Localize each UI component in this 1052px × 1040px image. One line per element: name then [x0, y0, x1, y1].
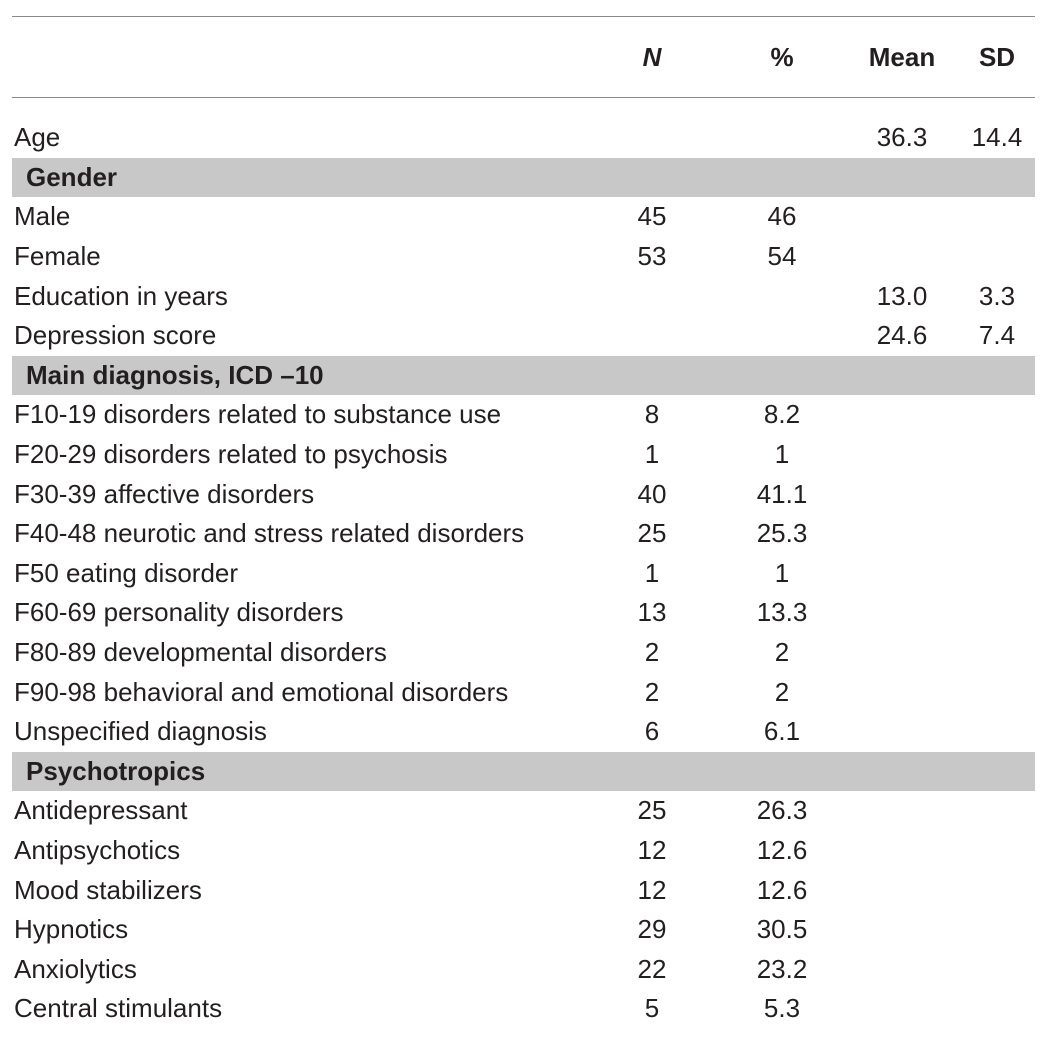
cell-n: 2 — [644, 676, 660, 707]
cell-percent: 2 — [774, 676, 790, 707]
cell-mean — [842, 831, 962, 871]
row-label: Unspecified diagnosis — [14, 716, 267, 747]
cell-mean: 13.0 — [876, 280, 928, 311]
table-row — [12, 949, 1035, 989]
row-label: F30-39 affective disorders — [14, 478, 315, 509]
cell-sd — [957, 831, 1037, 871]
table-row — [12, 633, 1035, 673]
table-row — [12, 435, 1035, 475]
cell-mean — [842, 910, 962, 950]
cell-n: 53 — [637, 241, 667, 272]
row-label: Mood stabilizers — [14, 874, 202, 905]
table-row — [12, 118, 1035, 158]
cell-sd — [957, 949, 1037, 989]
table-body — [12, 118, 1035, 1029]
cell-mean — [842, 989, 962, 1029]
cell-mean: 36.3 — [876, 122, 928, 153]
section-header-row — [12, 752, 1035, 792]
cell-n: 1 — [644, 557, 660, 588]
cell-mean — [842, 949, 962, 989]
cell-n: 2 — [644, 637, 660, 668]
cell-mean — [842, 395, 962, 435]
row-label: F20-29 disorders related to psychosis — [14, 439, 448, 470]
section-label: Psychotropics — [26, 755, 206, 786]
cell-n: 12 — [637, 834, 667, 865]
row-label: F50 eating disorder — [14, 557, 239, 588]
table-row — [12, 989, 1035, 1029]
header-sd: SD — [978, 41, 1016, 72]
cell-mean — [842, 474, 962, 514]
cell-mean — [842, 554, 962, 594]
cell-sd: 3.3 — [978, 280, 1016, 311]
header-n: N — [642, 41, 662, 72]
table-row — [12, 593, 1035, 633]
table-row — [12, 831, 1035, 871]
cell-mean — [842, 870, 962, 910]
cell-percent: 12.6 — [756, 874, 808, 905]
row-label: Antipsychotics — [14, 834, 181, 865]
cell-n: 25 — [637, 518, 667, 549]
cell-sd — [957, 633, 1037, 673]
cell-n: 22 — [637, 953, 667, 984]
row-label: F90-98 behavioral and emotional disorders — [14, 676, 509, 707]
cell-percent: 30.5 — [756, 914, 808, 945]
row-label: Education in years — [14, 280, 228, 311]
cell-n — [592, 118, 712, 158]
cell-n: 8 — [644, 399, 660, 430]
table-row — [12, 276, 1035, 316]
cell-percent: 1 — [774, 439, 790, 470]
cell-sd — [957, 870, 1037, 910]
cell-n: 40 — [637, 478, 667, 509]
cell-percent: 46 — [767, 201, 797, 232]
row-label: Female — [14, 241, 101, 272]
table-row — [12, 316, 1035, 356]
cell-percent: 23.2 — [756, 953, 808, 984]
cell-mean — [842, 435, 962, 475]
table-row — [12, 910, 1035, 950]
cell-mean — [842, 237, 962, 277]
section-header-row — [12, 158, 1035, 198]
cell-sd: 7.4 — [978, 320, 1016, 351]
header-mean: Mean — [868, 41, 936, 72]
cell-mean — [842, 197, 962, 237]
cell-sd — [957, 197, 1037, 237]
section-label: Main diagnosis, ICD –10 — [26, 359, 324, 390]
cell-n: 5 — [644, 993, 660, 1024]
row-label: Age — [14, 122, 61, 153]
section-header-row — [12, 356, 1035, 396]
cell-percent: 13.3 — [756, 597, 808, 628]
cell-percent: 6.1 — [763, 716, 801, 747]
cell-n — [592, 316, 712, 356]
cell-n: 6 — [644, 716, 660, 747]
table-row — [12, 870, 1035, 910]
cell-percent: 41.1 — [756, 478, 808, 509]
cell-sd — [957, 593, 1037, 633]
row-label: Central stimulants — [14, 993, 223, 1024]
cell-mean — [842, 514, 962, 554]
cell-n: 12 — [637, 874, 667, 905]
cell-sd — [957, 514, 1037, 554]
cell-percent: 8.2 — [763, 399, 801, 430]
cell-percent: 2 — [774, 637, 790, 668]
cell-mean — [842, 712, 962, 752]
row-label: Depression score — [14, 320, 217, 351]
table-spacer — [12, 98, 1035, 118]
cell-mean: 24.6 — [876, 320, 928, 351]
header-percent: % — [770, 41, 794, 72]
cell-sd — [957, 672, 1037, 712]
cell-sd — [957, 237, 1037, 277]
cell-sd — [957, 395, 1037, 435]
table-row — [12, 474, 1035, 514]
cell-percent: 26.3 — [756, 795, 808, 826]
row-label: F80-89 developmental disorders — [14, 637, 387, 668]
cell-sd — [957, 791, 1037, 831]
cell-sd: 14.4 — [971, 122, 1023, 153]
row-label: Male — [14, 201, 71, 232]
cell-percent — [712, 276, 852, 316]
row-label: F10-19 disorders related to substance use — [14, 399, 502, 430]
table-row — [12, 791, 1035, 831]
cell-percent: 1 — [774, 557, 790, 588]
cell-mean — [842, 593, 962, 633]
table-row — [12, 197, 1035, 237]
cell-n: 1 — [644, 439, 660, 470]
cell-percent: 12.6 — [756, 834, 808, 865]
cell-percent — [712, 316, 852, 356]
cell-sd — [957, 554, 1037, 594]
cell-percent: 25.3 — [756, 518, 808, 549]
cell-n: 29 — [637, 914, 667, 945]
row-label: Anxiolytics — [14, 953, 137, 984]
cell-percent: 5.3 — [763, 993, 801, 1024]
cell-n — [592, 276, 712, 316]
table-row — [12, 237, 1035, 277]
row-label: Hypnotics — [14, 914, 129, 945]
cell-percent: 54 — [767, 241, 797, 272]
cell-sd — [957, 435, 1037, 475]
section-label: Gender — [26, 161, 118, 192]
table-row — [12, 514, 1035, 554]
cell-n: 25 — [637, 795, 667, 826]
cell-mean — [842, 633, 962, 673]
cell-sd — [957, 989, 1037, 1029]
row-label: F60-69 personality disorders — [14, 597, 344, 628]
cell-n: 45 — [637, 201, 667, 232]
table-row — [12, 672, 1035, 712]
cell-sd — [957, 712, 1037, 752]
table-row — [12, 395, 1035, 435]
row-label: Antidepressant — [14, 795, 188, 826]
cell-sd — [957, 910, 1037, 950]
row-label: F40-48 neurotic and stress related disorders — [14, 518, 525, 549]
cell-mean — [842, 791, 962, 831]
cell-sd — [957, 474, 1037, 514]
table-header-row — [12, 17, 1035, 97]
cell-percent — [712, 118, 852, 158]
demographics-table — [12, 16, 1035, 1029]
table-row — [12, 554, 1035, 594]
cell-mean — [842, 672, 962, 712]
cell-n: 13 — [637, 597, 667, 628]
table-row — [12, 712, 1035, 752]
